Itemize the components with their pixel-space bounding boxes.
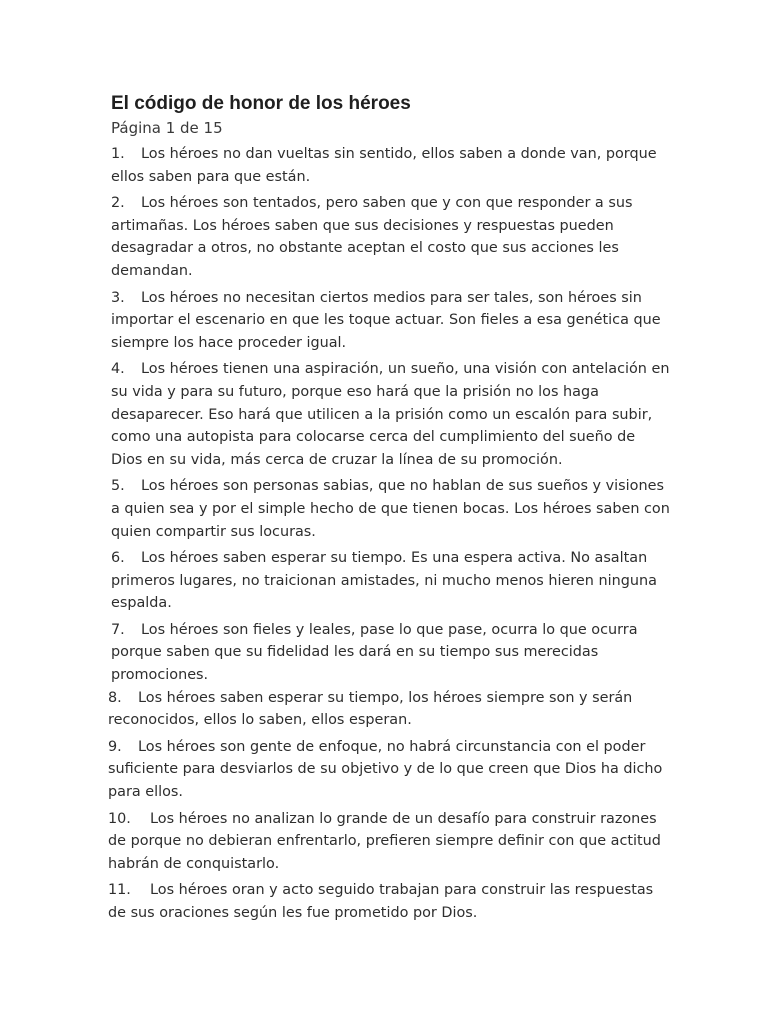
list-item [108,687,671,732]
item-number: 11. [108,882,131,899]
list-item [111,143,671,188]
item-text: Los héroes tienen una aspiración, un sueño, una visión con antelación en su vida y para su futuro, porque eso hará que la prisión no los haga desaparecer. Eso hará que utilicen a la prisión como un escalón para subir, como una autopista para colocarse cerca del cumplimiento del sueño de Dios en su vida, más cerca de cruzar la línea de su promoción. [111,361,670,468]
item-number: 7. [111,621,125,638]
item-number: 5. [111,478,125,495]
item-number: 8. [108,689,122,706]
item-text: Los héroes son gente de enfoque, no habrá circunstancia con el poder suficiente para desviarlos de su objetivo y de lo que creen que Dios ha dicho para ellos. [108,738,663,801]
item-text: Los héroes son fieles y leales, pase lo que pase, ocurra lo que ocurra porque saben que su fidelidad les dará en su tiempo sus merecidas promociones. [111,621,638,684]
list-item [108,808,671,876]
list-item [111,619,671,687]
item-text: Los héroes son personas sabias, que no hablan de sus sueños y visiones a quien sea y por el simple hecho de que tienen bocas. Los héroes saben con quien compartir sus locuras. [111,478,670,540]
item-number: 4. [111,361,125,378]
item-number: 3. [111,289,125,306]
item-number: 9. [108,738,122,755]
item-number: 1. [111,146,125,162]
item-number: 10. [108,810,131,827]
item-text: Los héroes saben esperar su tiempo, los héroes siempre son y serán reconocidos, ellos lo saben, ellos esperan. [108,689,633,729]
item-text: Los héroes no analizan lo grande de un desafío para construir razones de porque no debieran enfrentarlo, prefieren siempre definir con que actitud habrán de conquistarlo. [108,810,661,872]
document-title: El código de honor de los héroes [111,93,411,114]
document-page [108,92,671,929]
item-text: Los héroes oran y acto seguido trabajan para construir las respuestas de sus oraciones según les fue prometido por Dios. [108,882,654,921]
item-number: 2. [111,195,125,212]
item-number: 6. [111,550,125,567]
page-indicator: Página 1 de 15 [111,119,223,137]
item-text: Los héroes no dan vueltas sin sentido, ellos saben a donde van, porque ellos saben para que están. [111,146,657,185]
list-item [111,192,671,282]
list-item [108,736,671,804]
list-item [111,287,671,355]
item-text: Los héroes saben esperar su tiempo. Es una espera activa. No asaltan primeros lugares, no traicionan amistades, ni mucho menos hieren ninguna espalda. [111,550,657,612]
list-item [111,547,671,615]
list-item [111,358,671,471]
item-text: Los héroes no necesitan ciertos medios para ser tales, son héroes sin importar el escenario en que les toque actuar. Son fieles a esa genética que siempre los hace proceder igual. [111,289,661,351]
list-item [111,475,671,543]
numbered-list [108,143,671,925]
list-item [108,879,671,924]
item-text: Los héroes son tentados, pero saben que y con que responder a sus artimañas. Los héroes saben que sus decisiones y respuestas pueden desagradar a otros, no obstante aceptan el costo que sus acciones les demandan. [111,195,633,279]
